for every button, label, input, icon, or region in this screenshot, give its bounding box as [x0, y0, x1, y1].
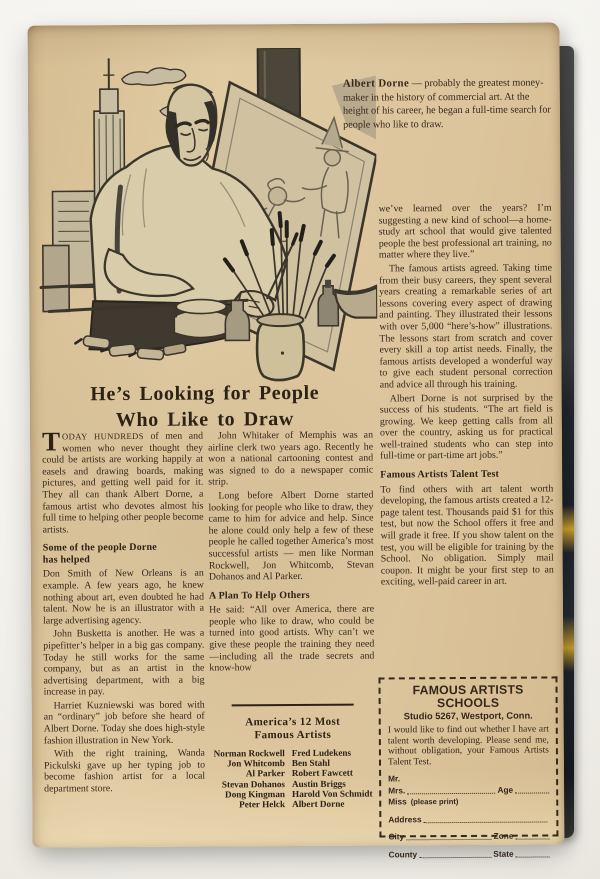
artists-row: Dong Kingman Harold Von Schmidt [225, 788, 373, 800]
artists-row: Peter Helck Albert Dorne [239, 798, 345, 810]
paragraph: TODAY HUNDREDS of men and women who never thought they could be artists are working happily at easels and drawing boards, making pictures, and getting well paid for it. They all can thank Albert Dorne, a famous artist who devotes almost his full time to helping other people become artists. [41, 426, 204, 536]
headline-line-1: He’s Looking for People [90, 381, 320, 406]
artists-title-line-1: America’s 12 Most [245, 715, 341, 729]
artists-table [214, 748, 373, 810]
fill-in-line [406, 839, 491, 841]
paragraph: Harriet Kuzniewski was bored with an “ordinary” job before she heard of Albert Dorne. Today she does high-style fashion illustration in New York. [43, 699, 205, 747]
artists-row: Stevan Dohanos Austin Briggs [221, 778, 346, 790]
artists-row: Al Parker Robert Fawcett [245, 768, 353, 779]
caption-lead: Albert Dorne [342, 77, 410, 90]
headline-line-2: Who Like to Draw [115, 408, 294, 432]
fill-in-line [515, 839, 549, 840]
paragraph: He said: “All over America, there are people who like to draw, who could be turned into good artists. Why can’t we give these people the training they need—including all the trade secrets and know-how [209, 603, 375, 674]
artists-row: Norman Rockwell Fred Ludekens [213, 747, 352, 759]
fill-in-line [419, 857, 491, 858]
paragraph: To find others with art talent worth developing, the famous artists created a 12-page talent test. Thousands paid $1 for this test, but now the School offers it free and will grade it free. If you show talent on the test, you will be eligible for training by the School. No obligation. Simply mail coupon. It might be your first step to an exciting, well-paid career in art. [380, 482, 554, 588]
subhead-people-dorne-helped: Some of the people Dorne has helped [42, 542, 157, 566]
coupon-body: I would like to find out whether I have art talent worth developing. Please send me, without obligation, your Famous Artists Talent Test. [387, 724, 549, 768]
paragraph: John Busketta is another. He was a pipefitter’s helper in a big gas company. Today he still works for the same company, but as an artist in the advertising department, with a big increase in pay. [43, 627, 205, 698]
caption-text: — probably the greatest money-maker in the history of commercial art. At the height of his career, he began a full-time search for people who like to draw. [342, 77, 551, 131]
artists-row: Jon Whitcomb Ben Stahl [227, 758, 330, 769]
caption-albert-dorne [343, 76, 555, 132]
artists-title-line-2: Famous Artists [254, 728, 332, 742]
fill-in-line [424, 821, 548, 823]
coupon-field-county-state: County State [389, 849, 550, 859]
coupon-field-miss: Miss (please print) [388, 796, 459, 807]
drop-cap: T [41, 426, 61, 457]
coupon-field-mrs-age: Mrs. Age [388, 785, 549, 795]
coupon-field-address: Address [388, 814, 549, 824]
paragraph: Don Smith of New Orleans is an example. A few years ago, he knew nothing about art, even doubted he had talent. Now he is an illustrator with a large advertising agency. [42, 567, 205, 627]
headline [38, 380, 372, 434]
fill-in-line [515, 792, 549, 793]
paragraph: we’ve learned over the years? I’m suggesting a new kind of school—a home-study art school that would give talented people the best professional art training, no matter where they live.” [378, 202, 552, 261]
subhead-plan-to-help-others: A Plan To Help Others [208, 589, 310, 602]
body-column-2 [208, 430, 374, 675]
coupon-address-line: Studio 5267, Westport, Conn. [403, 710, 533, 722]
body-column-1 [41, 426, 206, 796]
fill-in-line [407, 793, 495, 795]
coupon-field-mr: Mr. [388, 773, 401, 784]
paragraph: The famous artists agreed. Taking time from their busy careers, they spent several years creating a remarkable series of art lessons covering every aspect of drawing and painting. They illustrated their lessons with over 5,000 “here’s-how” illustrations. The lessons start from scratch and cover every skill a top artist needs. Finally, the famous artists developed a wonderful way to give each student personal correction and advice all through his training. [379, 262, 553, 391]
back-cover-advertisement-page [27, 22, 564, 860]
divider-rule [232, 704, 354, 707]
famous-artists-list [195, 703, 392, 809]
paragraph: John Whitaker of Memphis was an airline clerk two years ago. Recently he won a national cartooning contest and was signed to do a newspaper comic strip. [208, 429, 374, 488]
coupon-title: FAMOUS ARTISTS SCHOOLS [412, 682, 524, 711]
paragraph: With the right training, Wanda Pickulski gave up her typing job to become fashion artist for a local department store. [43, 747, 206, 795]
paragraph: Albert Dorne is not surprised by the success of his students. “The art field is growing. We keep getting calls from all over the country, asking us for practical well-trained students who can step into full-time or part-time art jobs.” [379, 391, 554, 462]
coupon-field-city-zone: City Zone [388, 832, 549, 842]
talent-test-coupon [378, 676, 558, 860]
paragraph: Long before Albert Dorne started looking for people who like to draw, they came to him for advice and help. Since he alone could only help a few of these people he called together America’s most successful artists — men like Norman Rockwell, Jon Whitcomb, Stevan Dohanos and Al Parker. [208, 489, 374, 583]
subhead-talent-test: Famous Artists Talent Test [380, 468, 500, 481]
body-column-3 [379, 202, 554, 588]
albert-dorne-illustration [34, 48, 378, 384]
fill-in-line [516, 856, 550, 857]
